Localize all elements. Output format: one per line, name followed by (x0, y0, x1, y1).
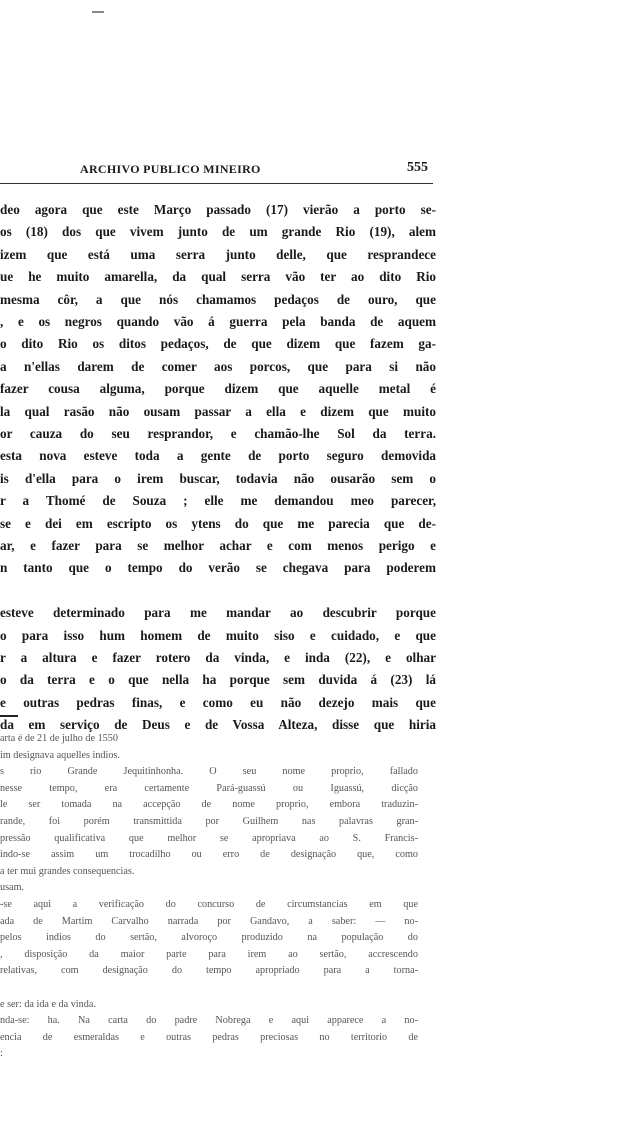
footnote-line: nesse tempo, era certamente Pará-guassú ou Iguassú, dicção (0, 782, 418, 794)
body-line: deo agora que este Março passado (17) vierão a porto se- (0, 202, 436, 217)
footnote-line (0, 982, 418, 998)
body-line: , e os negros quando vão á guerra pela banda de aquem (0, 314, 436, 329)
page-number: 555 (407, 160, 428, 175)
running-header (0, 162, 436, 180)
body-line: mesma côr, a que nós chamamos pedaços de ouro, que (0, 291, 436, 307)
footnote-line: encia de esmeraldas e outras pedras preciosas no territorio de (0, 1031, 418, 1043)
body-line: r a Thomé de Souza ; elle me demandou meo parecer, (0, 493, 436, 509)
footnote-rule (0, 715, 18, 717)
body-line: esta nova esteve toda a gente de porto seguro demovida (0, 448, 436, 464)
body-line: n tanto que o tempo do verão se chegava para poderem (0, 560, 436, 576)
footnote-line: s rio Grande Jequitinhonha. O seu nome proprio, fallado (0, 766, 418, 778)
footnote-line: nda-se: ha. Na carta do padre Nobrega e aqui apparece a no- (0, 1015, 418, 1027)
body-line: ar, e fazer para se melhor achar e com menos perigo e (0, 538, 436, 553)
footnote-line: arta é de 21 de julho de 1550 (0, 733, 118, 744)
body-line: da em serviço de Deus e de Vossa Alteza, disse que hiria (0, 717, 436, 733)
ink-smudge (92, 11, 104, 13)
body-line: izem que está uma serra junto delle, que resprandece (0, 246, 436, 262)
footnote-line: , disposição da maior parte para irem ao sertão, accrescendo (0, 948, 418, 960)
footnote-line: relativas, com designação do tempo apropriado para a torna- (0, 965, 418, 977)
body-line: a n'ellas darem de comer aos porcos, que para si não (0, 358, 436, 374)
body-line: ue he muito amarella, da qual serra vão ter ao dito Rio (0, 269, 436, 285)
footnote-line: pressão qualificativa que melhor se apropriava ao S. Francis- (0, 832, 418, 844)
header-rule (0, 183, 433, 184)
body-line: o para isso hum homem de muito siso e cuidado, e que (0, 627, 436, 643)
footnote-line: ada de Martim Carvalho narrada por Gandavo, a saber: — no- (0, 915, 418, 927)
footnote-line: usam. (0, 882, 25, 894)
footnote-line: -se aqui a verificação do concurso de circumstancias em que (0, 899, 418, 910)
body-line: esteve determinado para me mandar ao descubrir porque (0, 605, 436, 621)
body-line: la qual rasão não ousam passar a ella e dizem que muito (0, 403, 436, 419)
footnote-line: pelos indios do sertão, alvoroço produzido na população do (0, 932, 418, 944)
footnote-line: : (0, 1048, 3, 1060)
body-line: or cauza do seu resprandor, e chamão-lhe Sol da terra. (0, 426, 436, 441)
body-line: r a altura e fazer rotero da vinda, e inda (22), e olhar (0, 650, 436, 665)
footnote-line: indo-se assim um trocadilho ou erro de designação que, como (0, 849, 418, 861)
body-line: e outras pedras finas, e como eu não dezejo mais que (0, 694, 436, 710)
footnote-line: a ter mui grandes consequencias. (0, 865, 135, 877)
body-line: se e dei em escripto os ytens do que me parecia que de- (0, 515, 436, 531)
body-line: fazer cousa alguma, porque dizem que aquelle metal é (0, 381, 436, 397)
body-line: os (18) dos que vivem junto de um grande Rio (19), alem (0, 224, 436, 240)
body-line: is d'ella para o irem buscar, todavia não ousarão sem o (0, 470, 436, 486)
body-line (0, 583, 436, 604)
footnote-line: le ser tomada na accepção de nome proprio, embora traduzin- (0, 799, 418, 811)
body-line: o dito Rio os ditos pedaços, de que dizem que fazem ga- (0, 336, 436, 352)
body-line: o da terra e o que nella ha porque sem duvida á (23) lá (0, 672, 436, 688)
footnote-line: im designava aquelles indios. (0, 749, 120, 761)
footnote-line: e ser: da ida e da vinda. (0, 998, 96, 1010)
footnote-line: rande, foi porém transmittida por Guilhem nas palavras gran- (0, 816, 418, 827)
header-title: ARCHIVO PUBLICO MINEIRO (80, 162, 261, 176)
